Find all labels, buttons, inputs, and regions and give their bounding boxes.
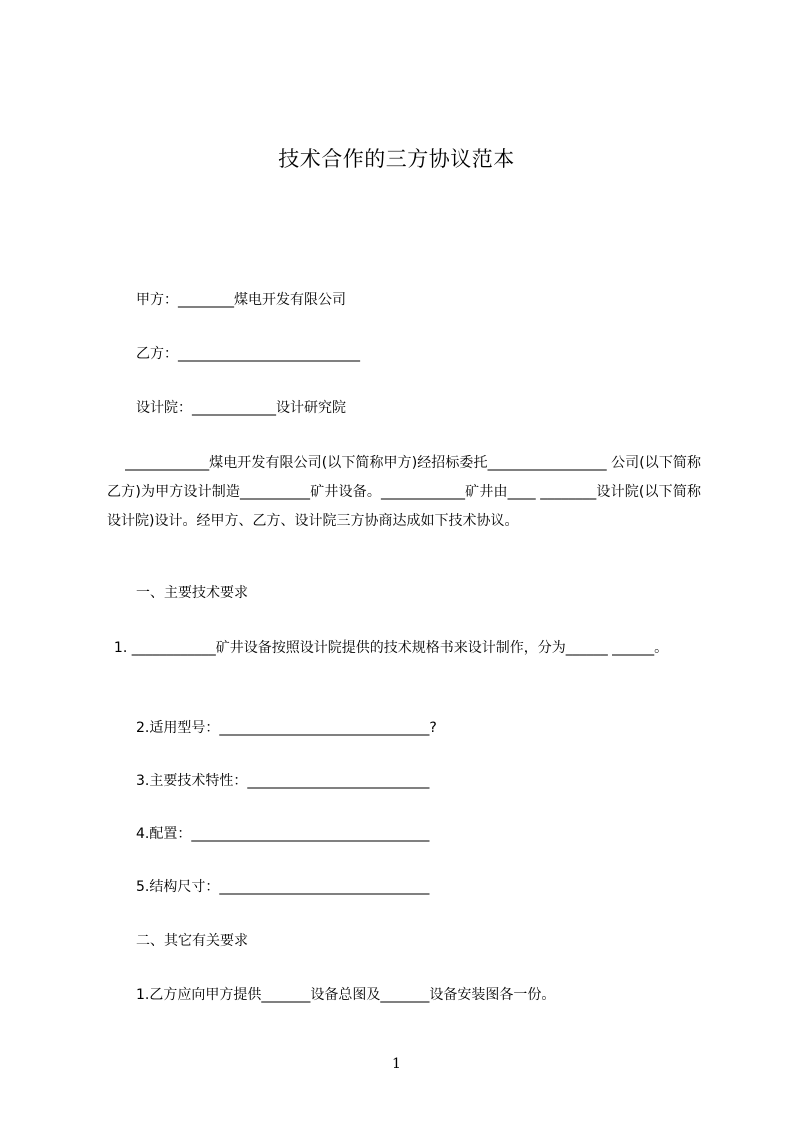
party-a-line: 甲方：________煤电开发有限公司 (136, 292, 346, 308)
section-1-item-4: 4.配置：__________________________________ (136, 826, 430, 842)
page-number: 1 (392, 1056, 401, 1072)
intro-paragraph: ____________煤电开发有限公司(以下简称甲方)经招标委托_________________ 公司(以下简称乙方)为甲方设计制造__________矿井设备。____________矿井由____ ________设计院(以下简称设计院)设计。经甲方、乙方、设计院三方协商达成如下技术协议。 (107, 455, 701, 529)
section-1-item-2: 2.适用型号：______________________________? (136, 720, 437, 736)
section-1-item-3: 3.主要技术特性：__________________________ (136, 773, 430, 789)
section-1-heading: 一、主要技术要求 (136, 585, 248, 601)
section-1-item-5: 5.结构尺寸：______________________________ (136, 879, 430, 895)
section-1-item-1: 1. ____________矿井设备按照设计院提供的技术规格书来设计制作，分为______ ______。 (105, 640, 669, 656)
party-b-line: 乙方：__________________________ (136, 346, 360, 362)
section-2-heading: 二、其它有关要求 (136, 933, 248, 949)
document-title: 技术合作的三方协议范本 (278, 147, 515, 171)
design-institute-line: 设计院：____________设计研究院 (136, 400, 346, 416)
section-2-item-1: 1.乙方应向甲方提供_______设备总图及_______设备安装图各一份。 (136, 987, 556, 1003)
